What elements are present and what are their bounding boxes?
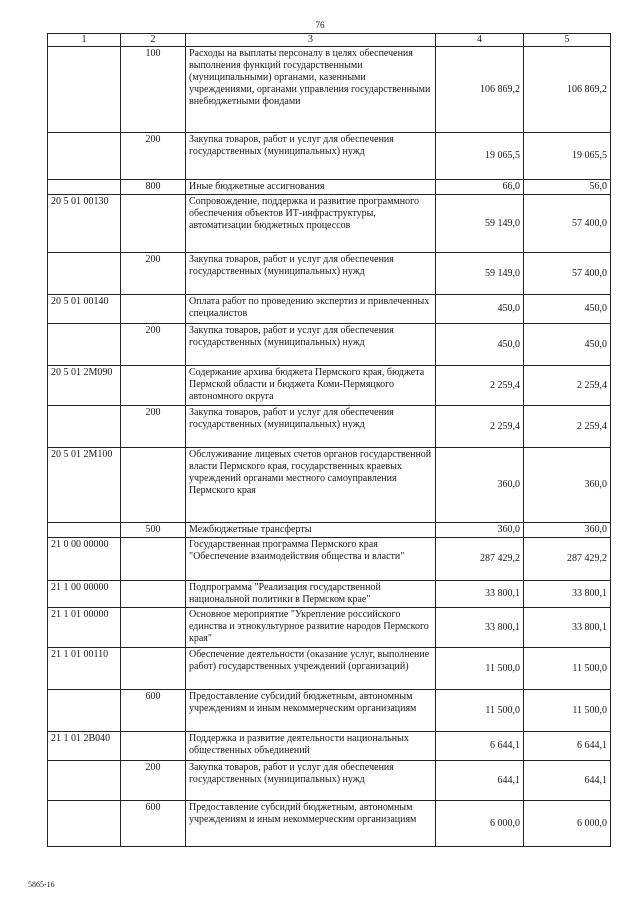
item-name: Сопровождение, поддержка и развитие программного обеспечения объектов ИТ-инфраструктуры, автоматизации бюджетных процессов — [186, 195, 436, 253]
item-name: Расходы на выплаты персоналу в целях обеспечения выполнения функций государственными (муниципальными) органами, казенными учреждениями, органами управления государственными внебюджетными фондами — [186, 47, 436, 133]
amount-year-1: 644,1 — [436, 761, 524, 801]
expense-type — [121, 732, 186, 761]
amount-year-2: 360,0 — [524, 448, 611, 523]
table-row — [48, 732, 611, 761]
budget-code — [48, 761, 121, 801]
table-row — [48, 523, 611, 538]
item-name: Содержание архива бюджета Пермского края, бюджета Пермской области и бюджета Коми-Пермяцкого автономного округа — [186, 366, 436, 406]
item-name: Подпрограмма "Реализация государственной национальной политики в Пермском крае" — [186, 581, 436, 608]
budget-code: 20 5 01 2M100 — [48, 448, 121, 523]
expense-type — [121, 448, 186, 523]
amount-year-2: 33 800,1 — [524, 581, 611, 608]
amount-year-1: 33 800,1 — [436, 581, 524, 608]
amount-year-1: 2 259,4 — [436, 366, 524, 406]
amount-year-1: 2 259,4 — [436, 406, 524, 448]
budget-code: 20 5 01 00140 — [48, 295, 121, 324]
amount-year-1: 6 644,1 — [436, 732, 524, 761]
amount-year-2: 11 500,0 — [524, 648, 611, 690]
amount-year-1: 450,0 — [436, 324, 524, 366]
table-row — [48, 581, 611, 608]
amount-year-2: 450,0 — [524, 324, 611, 366]
amount-year-2: 360,0 — [524, 523, 611, 538]
header-cell-2: 2 — [121, 34, 186, 47]
item-name: Поддержка и развитие деятельности национальных общественных объединений — [186, 732, 436, 761]
amount-year-2: 450,0 — [524, 295, 611, 324]
table-row — [48, 295, 611, 324]
amount-year-1: 33 800,1 — [436, 608, 524, 648]
item-name: Закупка товаров, работ и услуг для обеспечения государственных (муниципальных) нужд — [186, 761, 436, 801]
item-name: Закупка товаров, работ и услуг для обеспечения государственных (муниципальных) нужд — [186, 133, 436, 180]
amount-year-2: 33 800,1 — [524, 608, 611, 648]
amount-year-1: 360,0 — [436, 448, 524, 523]
item-name: Государственная программа Пермского края "Обеспечение взаимодействия общества и власти" — [186, 538, 436, 581]
budget-code: 21 0 00 00000 — [48, 538, 121, 581]
budget-code: 21 1 01 00110 — [48, 648, 121, 690]
table-row — [48, 448, 611, 523]
page-number: 76 — [315, 20, 325, 30]
amount-year-1: 11 500,0 — [436, 690, 524, 732]
item-name: Предоставление субсидий бюджетным, автономным учреждениям и иным некоммерческим организациям — [186, 690, 436, 732]
budget-code — [48, 180, 121, 195]
expense-type: 600 — [121, 690, 186, 732]
expense-type: 200 — [121, 324, 186, 366]
amount-year-2: 11 500,0 — [524, 690, 611, 732]
expense-type — [121, 195, 186, 253]
amount-year-2: 57 400,0 — [524, 195, 611, 253]
expense-type — [121, 295, 186, 324]
expense-type — [121, 648, 186, 690]
budget-code — [48, 406, 121, 448]
amount-year-2: 6 000,0 — [524, 801, 611, 847]
budget-code — [48, 324, 121, 366]
table-row — [48, 690, 611, 732]
table-row — [48, 801, 611, 847]
expense-type: 100 — [121, 47, 186, 133]
item-name: Закупка товаров, работ и услуг для обеспечения государственных (муниципальных) нужд — [186, 324, 436, 366]
table-row — [48, 406, 611, 448]
budget-code — [48, 523, 121, 538]
item-name: Закупка товаров, работ и услуг для обеспечения государственных (муниципальных) нужд — [186, 406, 436, 448]
expense-type: 200 — [121, 761, 186, 801]
item-name: Основное мероприятие "Укрепление российского единства и этнокультурное развитие народов Пермского края" — [186, 608, 436, 648]
budget-code — [48, 253, 121, 295]
budget-code: 20 5 01 2M090 — [48, 366, 121, 406]
item-name: Предоставление субсидий бюджетным, автономным учреждениям и иным некоммерческим организациям — [186, 801, 436, 847]
header-cell-4: 4 — [436, 34, 524, 47]
header-cell-5: 5 — [524, 34, 611, 47]
table-row — [48, 608, 611, 648]
expense-type — [121, 538, 186, 581]
amount-year-1: 360,0 — [436, 523, 524, 538]
expense-type: 800 — [121, 180, 186, 195]
budget-code: 21 1 01 00000 — [48, 608, 121, 648]
amount-year-2: 6 644,1 — [524, 732, 611, 761]
amount-year-1: 106 869,2 — [436, 47, 524, 133]
budget-code: 20 5 01 00130 — [48, 195, 121, 253]
amount-year-2: 2 259,4 — [524, 406, 611, 448]
budget-code: 21 1 00 00000 — [48, 581, 121, 608]
amount-year-2: 57 400,0 — [524, 253, 611, 295]
header-cell-3: 3 — [186, 34, 436, 47]
amount-year-1: 59 149,0 — [436, 253, 524, 295]
amount-year-1: 66,0 — [436, 180, 524, 195]
expense-type: 600 — [121, 801, 186, 847]
amount-year-2: 2 259,4 — [524, 366, 611, 406]
amount-year-2: 19 065,5 — [524, 133, 611, 180]
table-row — [48, 324, 611, 366]
item-name: Обслуживание лицевых счетов органов государственной власти Пермского края, государственных краевых учреждений органами местного самоуправления Пермского края — [186, 448, 436, 523]
header-cell-1: 1 — [48, 34, 121, 47]
table-row — [48, 366, 611, 406]
item-name: Оплата работ по проведению экспертиз и привлеченных специалистов — [186, 295, 436, 324]
item-name: Обеспечение деятельности (оказание услуг, выполнение работ) государственных учреждений (организаций) — [186, 648, 436, 690]
expense-type — [121, 608, 186, 648]
amount-year-1: 19 065,5 — [436, 133, 524, 180]
amount-year-2: 106 869,2 — [524, 47, 611, 133]
table-row — [48, 761, 611, 801]
budget-code: 21 1 01 2B040 — [48, 732, 121, 761]
amount-year-1: 287 429,2 — [436, 538, 524, 581]
expense-type — [121, 581, 186, 608]
expense-type: 200 — [121, 406, 186, 448]
table-row — [48, 538, 611, 581]
budget-code — [48, 690, 121, 732]
expense-type: 200 — [121, 253, 186, 295]
amount-year-1: 450,0 — [436, 295, 524, 324]
item-name: Закупка товаров, работ и услуг для обеспечения государственных (муниципальных) нужд — [186, 253, 436, 295]
expense-type: 500 — [121, 523, 186, 538]
expense-type: 200 — [121, 133, 186, 180]
amount-year-2: 56,0 — [524, 180, 611, 195]
header-row — [48, 34, 611, 47]
table-row — [48, 180, 611, 195]
item-name: Иные бюджетные ассигнования — [186, 180, 436, 195]
footer-code: 5865-16 — [28, 880, 55, 889]
table-row — [48, 47, 611, 133]
expense-type — [121, 366, 186, 406]
budget-table — [47, 33, 611, 847]
amount-year-2: 644,1 — [524, 761, 611, 801]
budget-code — [48, 801, 121, 847]
amount-year-2: 287 429,2 — [524, 538, 611, 581]
item-name: Межбюджетные трансферты — [186, 523, 436, 538]
table-row — [48, 133, 611, 180]
budget-code — [48, 47, 121, 133]
budget-code — [48, 133, 121, 180]
amount-year-1: 59 149,0 — [436, 195, 524, 253]
amount-year-1: 6 000,0 — [436, 801, 524, 847]
amount-year-1: 11 500,0 — [436, 648, 524, 690]
table-row — [48, 195, 611, 253]
table-row — [48, 648, 611, 690]
table-row — [48, 253, 611, 295]
